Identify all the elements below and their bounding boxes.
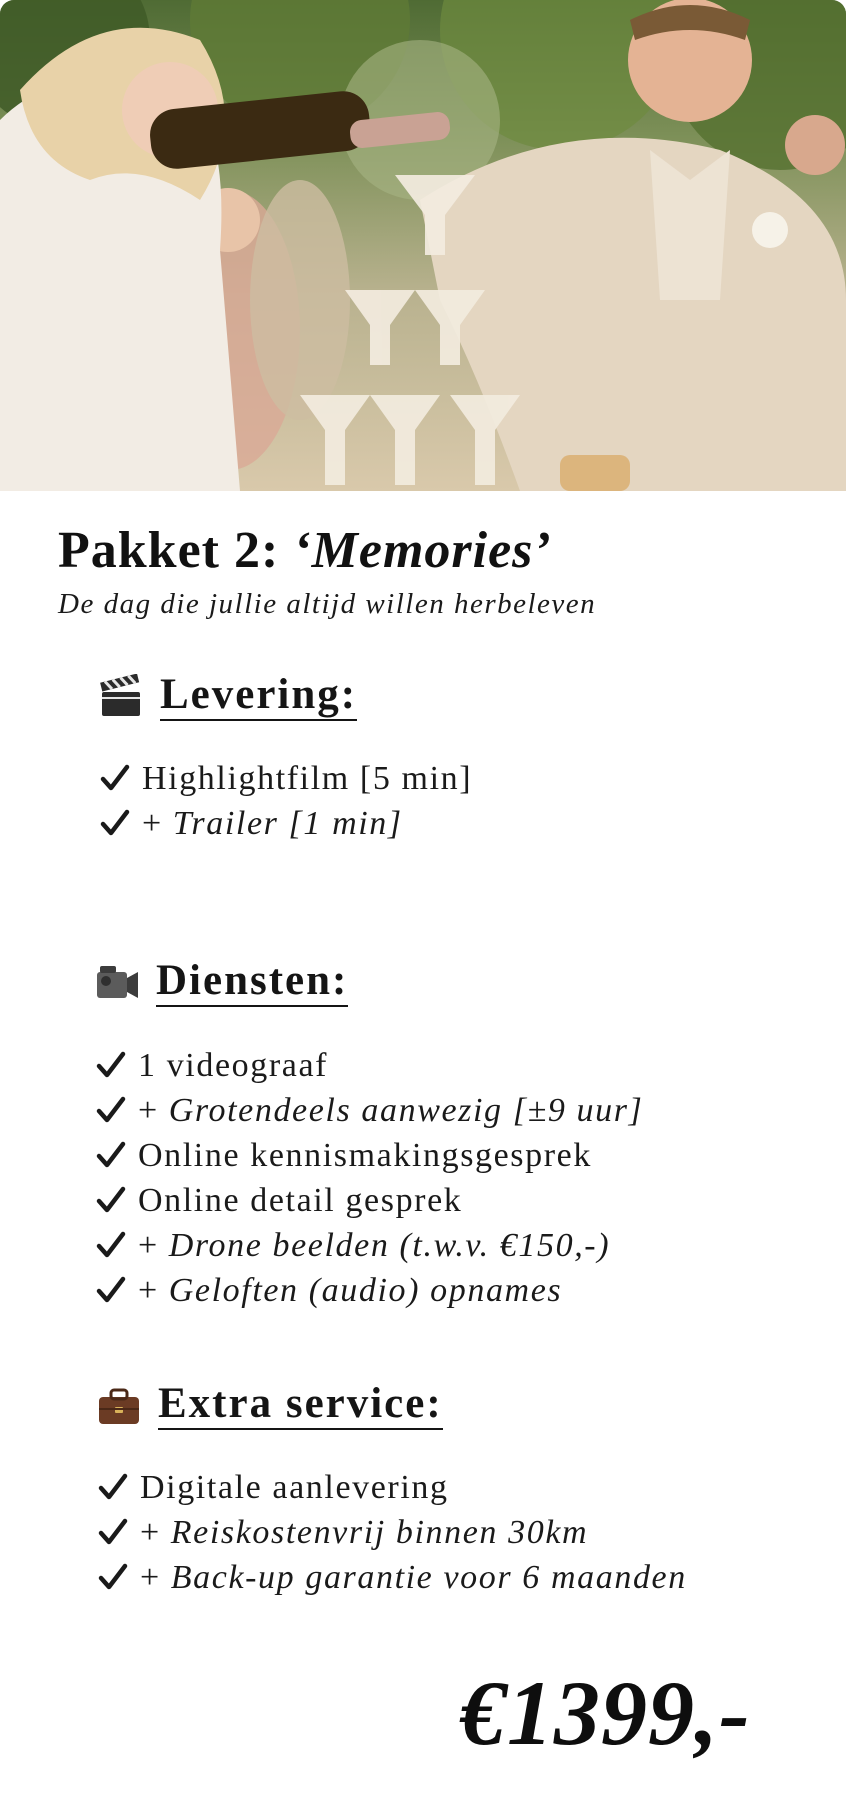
list-item [96, 1133, 643, 1178]
list-item [98, 1555, 687, 1600]
list-item [100, 756, 472, 801]
item-text: Digitale aanlevering [140, 1468, 449, 1506]
list-item [96, 1043, 643, 1088]
package-title-prefix: Pakket 2: [58, 522, 280, 579]
check-icon [96, 1141, 126, 1171]
check-icon [98, 1473, 128, 1503]
package-title [58, 522, 552, 579]
check-icon [98, 1563, 128, 1593]
list-item [100, 801, 472, 846]
section-levering-title: Levering: [160, 672, 357, 721]
list-item [96, 1268, 643, 1313]
wedding-photo-illustration [0, 0, 846, 491]
list-item [96, 1223, 643, 1268]
item-text: Back-up garantie voor 6 maanden [170, 1558, 687, 1596]
check-icon [96, 1186, 126, 1216]
section-levering-heading [98, 672, 357, 721]
item-text: Reiskostenvrij binnen 30km [170, 1513, 589, 1551]
list-item [96, 1088, 643, 1133]
section-extra-list [98, 1465, 687, 1600]
check-icon [96, 1096, 126, 1126]
item-text: Grotendeels aanwezig [±9 uur] [168, 1091, 644, 1129]
item-text: 1 videograaf [138, 1046, 329, 1084]
check-icon [96, 1231, 126, 1261]
item-text: Drone beelden (t.w.v. €150,-) [168, 1226, 611, 1264]
section-extra-title: Extra service: [158, 1381, 443, 1430]
item-text: Online detail gesprek [138, 1181, 463, 1219]
section-diensten-list [96, 1043, 643, 1313]
section-diensten-heading [94, 958, 348, 1007]
section-levering-list [100, 756, 472, 846]
list-item [96, 1178, 643, 1223]
list-item [98, 1510, 687, 1555]
item-plus: + [138, 1091, 159, 1129]
video-camera-icon [94, 960, 140, 1006]
briefcase-icon [96, 1383, 142, 1429]
clapperboard-icon [98, 674, 144, 720]
check-icon [98, 1518, 128, 1548]
item-plus: + [142, 804, 163, 842]
list-item [98, 1465, 687, 1510]
item-plus: + [140, 1513, 161, 1551]
item-plus: + [138, 1226, 159, 1264]
check-icon [100, 809, 130, 839]
item-text: Trailer [1 min] [172, 804, 403, 842]
section-extra-heading [96, 1381, 443, 1430]
item-text: Online kennismakingsgesprek [138, 1136, 592, 1174]
check-icon [100, 764, 130, 794]
item-plus: + [140, 1558, 161, 1596]
check-icon [96, 1276, 126, 1306]
section-diensten-title: Diensten: [156, 958, 348, 1007]
package-subtitle: De dag die jullie altijd willen herbeleven [58, 588, 597, 620]
item-text: Highlightfilm [5 min] [142, 759, 473, 797]
hero-photo [0, 0, 846, 491]
package-title-name: ‘Memories’ [293, 522, 552, 579]
check-icon [96, 1051, 126, 1081]
item-text: Geloften (audio) opnames [168, 1271, 563, 1309]
item-plus: + [138, 1271, 159, 1309]
package-price: €1399,- [460, 1662, 751, 1764]
